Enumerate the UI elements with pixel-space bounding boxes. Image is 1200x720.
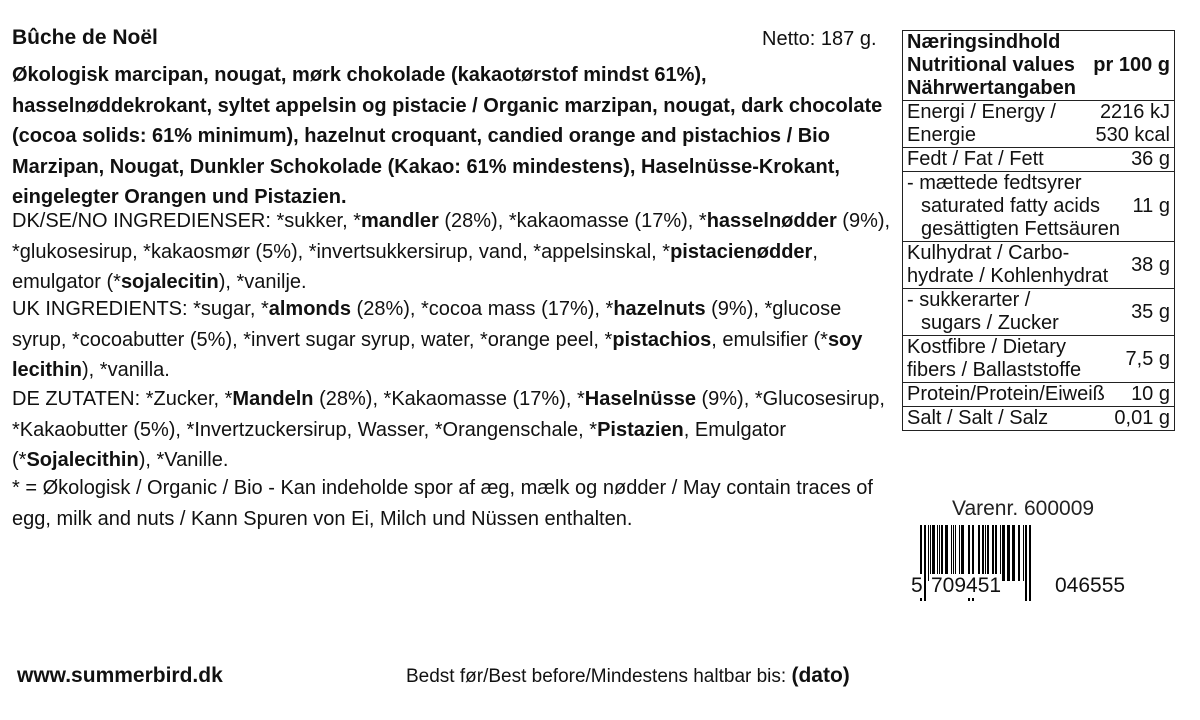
nutrition-label-line: gesättigten Fettsäuren (921, 218, 1121, 240)
allergen-highlight: Mandeln (232, 388, 314, 410)
nutrition-row (903, 148, 1174, 172)
nutrition-label (907, 148, 1044, 171)
nutrition-row (903, 407, 1174, 430)
net-weight: Netto: 187 g. (762, 28, 877, 50)
nutrition-label-line: hydrate / Kohlenhydrat (907, 265, 1109, 287)
allergen-highlight: sojalecitin (120, 271, 219, 293)
nutrition-value (1131, 254, 1170, 277)
nutrition-label-line: Energi / Energy / (907, 101, 1056, 123)
nutrition-value (1096, 101, 1171, 147)
best-before-label: Bedst før/Best before/Mindestens haltbar bis: (406, 666, 792, 687)
allergen-highlight: hasselnødder (706, 210, 837, 232)
nutrition-label-line: saturated fatty acids (921, 195, 1100, 217)
nutrition-value (1131, 301, 1170, 324)
ingredient-text: (9%), *Glucosesirup, *Kakaobutter (5%), *Invertzuckersirup, Wasser, *Orangenschale, * (12, 388, 885, 441)
website: www.summerbird.dk (17, 664, 223, 687)
nutrition-label-line: Protein/Protein/Eiweiß (907, 383, 1105, 405)
nutrition-row (903, 336, 1174, 383)
nutrition-label-line: sugars / Zucker (921, 312, 1059, 334)
item-number: Varenr. 600009 (952, 497, 1095, 520)
nutrition-label-line: Salt / Salt / Salz (907, 407, 1049, 429)
allergen-highlight: pistachios (612, 328, 712, 351)
nutrition-table (902, 30, 1175, 431)
barcode-right-digits: 046555 (1055, 574, 1126, 597)
nutrition-value (1114, 407, 1170, 430)
nutrition-heading-en: Nutritional values (907, 54, 1075, 76)
allergen-highlight: almonds (268, 298, 351, 320)
ingredient-text: (9%), *glucose syrup, *cocoabutter (5%), *invert sugar syrup, water, *orange peel, * (12, 298, 842, 351)
nutrition-heading-da: Næringsindhold (907, 31, 1061, 53)
allergen-highlight: mandler (360, 210, 439, 232)
ingredient-text: (28%), *kakaomasse (17%), * (438, 210, 707, 232)
nutrition-value-line: 35 g (1131, 300, 1170, 323)
best-before-value: (dato) (791, 664, 850, 687)
nutrition-label-line: Energie (907, 124, 976, 146)
nutrition-label-line: Kulhydrat / Carbo- (907, 242, 1070, 264)
nutrition-row (903, 242, 1174, 289)
nutrition-heading-de: Nährwertangaben (907, 77, 1076, 99)
ingredient-text: ), *vanilje. (218, 271, 307, 293)
allergen-note: * = Økologisk / Organic / Bio - Kan indeholde spor af æg, mælk og nødder / May contain traces of egg, milk and nuts / Kann Spuren von Ei, Milch und Nüssen enthalten. (12, 477, 873, 530)
nutrition-value-line: 11 g (1132, 195, 1170, 217)
nutrition-value-line: 7,5 g (1125, 347, 1170, 370)
nutrition-label-line: - mættede fedtsyrer (907, 172, 1082, 194)
nutrition-value (1131, 148, 1170, 171)
ingredient-text: UK INGREDIENTS: *sugar, * (12, 298, 269, 320)
nutrition-row (903, 172, 1174, 242)
ingredient-text: ), *vanilla. (82, 359, 170, 381)
nutrition-label-line: - sukkerarter / (907, 289, 1031, 311)
product-description: Økologisk marcipan, nougat, mørk chokolade (kakaotørstof mindst 61%), hasselnøddekrokant, syltet appelsin og pistacie / Organic marzipan, nougat, dark chocolate (cocoa solids: 61% minimum), hazelnut croquant, candied orange and pistachios / Bio Marzipan, Nougat, Dunkler Schokolade (Kakao: 61% mindestens), Haselnüsse-Krokant, eingelegter Orangen und Pistazien. (12, 64, 883, 208)
nutrition-value-line: 2216 kJ (1099, 101, 1170, 123)
nutrition-per-100g: pr 100 g (1093, 54, 1170, 76)
nutrition-label (907, 242, 1108, 288)
ingredient-text: ), *Vanille. (138, 449, 229, 471)
nutrition-label (907, 336, 1081, 382)
nutrition-label-line: Kostfibre / Dietary (907, 336, 1066, 358)
nutrition-value-line: 38 g (1131, 253, 1170, 276)
ingredients-dk (12, 206, 892, 298)
nutrition-row (903, 101, 1174, 148)
allergen-highlight: soy lecithin (12, 328, 863, 381)
nutrition-header (903, 31, 1174, 101)
nutrition-value (1126, 348, 1170, 371)
barcode-left-digits: 709451 (931, 574, 1002, 597)
ingredients-uk (12, 294, 892, 386)
ingredient-text: (28%), *cocoa mass (17%), * (351, 298, 614, 320)
nutrition-label (907, 407, 1048, 430)
allergen-highlight: Haselnüsse (584, 388, 696, 410)
ingredient-text: , emulgator (* (12, 240, 818, 293)
nutrition-label (907, 383, 1105, 406)
ingredient-text: DE ZUTATEN: *Zucker, * (12, 388, 233, 410)
allergen-highlight: hazelnuts (613, 298, 706, 320)
nutrition-label (907, 289, 1059, 335)
ingredient-text: , Emulgator (* (12, 418, 787, 471)
best-before (406, 664, 850, 688)
allergen-highlight: Sojalecithin (26, 449, 139, 471)
allergen-highlight: Pistazien (597, 418, 684, 441)
nutrition-value-line: 530 kcal (1095, 124, 1170, 146)
ingredients-de (12, 384, 892, 476)
nutrition-rows (903, 101, 1174, 430)
nutrition-value-line: 36 g (1131, 148, 1170, 170)
nutrition-value-line: 10 g (1131, 383, 1170, 405)
nutrition-value (1131, 383, 1170, 406)
barcode-digits (910, 572, 1172, 602)
ingredient-text: , emulsifier (* (711, 328, 828, 351)
ingredient-text: (28%), *Kakaomasse (17%), * (313, 388, 585, 410)
nutrition-row (903, 289, 1174, 336)
nutrition-label-line: fibers / Ballaststoffe (907, 359, 1082, 381)
nutrition-row (903, 383, 1174, 407)
ingredient-text: (9%), *glukosesirup, *kakaosmør (5%), *invertsukkersirup, vand, *appelsinskal, * (12, 210, 891, 263)
ingredient-text: DK/SE/NO INGREDIENSER: *sukker, * (12, 210, 361, 232)
allergen-highlight: pistacienødder (670, 240, 813, 263)
nutrition-label-line: Fedt / Fat / Fett (907, 148, 1044, 170)
nutrition-value (1133, 195, 1170, 218)
nutrition-value-line: 0,01 g (1114, 407, 1170, 429)
nutrition-label (907, 101, 1056, 147)
barcode-first-digit: 5 (911, 574, 923, 597)
nutrition-label (907, 172, 1120, 241)
product-title: Bûche de Noël (12, 26, 158, 49)
